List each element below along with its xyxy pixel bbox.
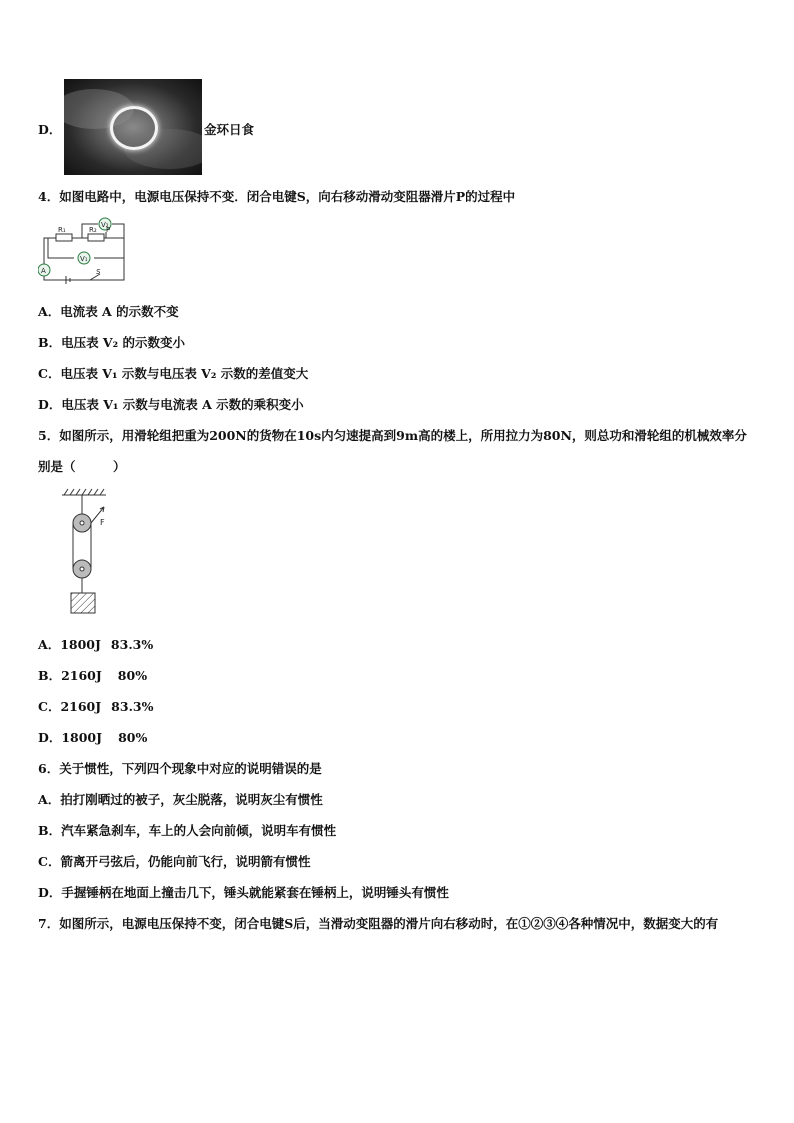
q4-label-p: P — [106, 226, 111, 234]
q6-stem: 6．关于惯性，下列四个现象中对应的说明错误的是 — [38, 761, 322, 776]
q6-option-b: B．汽车紧急刹车，车上的人会向前倾，说明车有惯性 — [38, 823, 337, 838]
q3-option-d-caption: 金环日食 — [204, 122, 255, 137]
q5-stem: 5．如图所示，用滑轮组把重为200N的货物在10s内匀速提高到9m高的楼上，所用拉力为80N，则总功和滑轮组的机械效率分别是（ ） — [38, 428, 747, 474]
q6-option-c: C．箭离开弓弦后，仍能向前飞行，说明箭有惯性 — [38, 854, 311, 869]
q6-option-a: A．拍打刚晒过的被子，灰尘脱落，说明灰尘有惯性 — [38, 792, 323, 807]
annular-eclipse-image — [64, 79, 202, 175]
q3-option-d-letter: D． — [38, 122, 62, 137]
q4-stem: 4．如图电路中，电源电压保持不变．闭合电键S，向右移动滑动变阻器滑片P的过程中 — [38, 189, 516, 204]
q5-label-force: F — [100, 518, 105, 527]
q4-option-c: C．电压表 V₁ 示数与电压表 V₂ 示数的差值变大 — [38, 366, 309, 381]
q4-label-s: S — [96, 268, 101, 276]
q4-circuit-diagram — [38, 212, 130, 286]
q5-pulley-diagram — [58, 487, 118, 617]
q4-label-a: A — [41, 267, 46, 275]
q5-option-c: C．2160J 83.3% — [38, 699, 154, 714]
q4-option-a: A．电流表 A 的示数不变 — [38, 304, 179, 319]
q4-option-b: B．电压表 V₂ 的示数变小 — [38, 335, 185, 350]
q4-option-d: D．电压表 V₁ 示数与电流表 A 示数的乘积变小 — [38, 397, 304, 412]
q7-stem: 7．如图所示，电源电压保持不变，闭合电键S后，当滑动变阻器的滑片向右移动时，在①②③④各种情况中，数据变大的有 — [38, 916, 719, 931]
q5-option-a: A．1800J 83.3% — [38, 637, 154, 652]
q4-label-v2: V₂ — [101, 221, 109, 229]
q4-label-r2: R₂ — [89, 226, 97, 234]
q4-label-v1: V₁ — [80, 255, 88, 263]
q5-option-d: D．1800J 80% — [38, 730, 148, 745]
q6-option-d: D．手握锤柄在地面上撞击几下，锤头就能紧套在锤柄上，说明锤头有惯性 — [38, 885, 449, 900]
q5-option-b: B．2160J 80% — [38, 668, 148, 683]
q4-label-r1: R₁ — [58, 226, 66, 234]
